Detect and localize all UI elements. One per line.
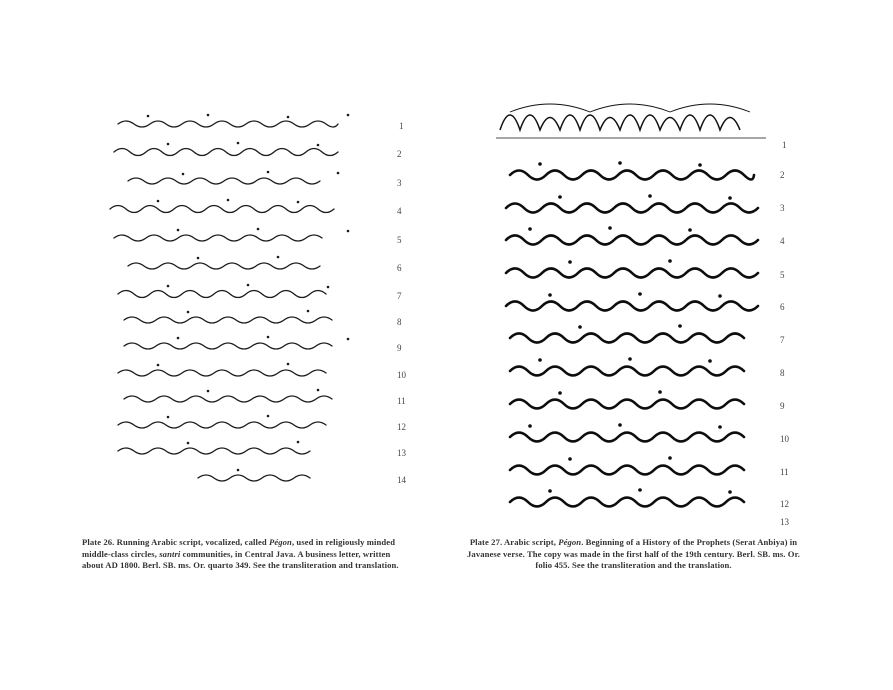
line-number: 12 (780, 499, 789, 509)
line-number: 8 (780, 368, 785, 378)
line-number: 7 (780, 335, 785, 345)
line-number: 9 (397, 343, 402, 353)
line-number: 10 (780, 434, 789, 444)
line-number: 13 (397, 448, 406, 458)
handwritten-script-image (88, 88, 418, 488)
line-number: 11 (780, 467, 789, 477)
line-number: 1 (399, 121, 404, 131)
line-number: 3 (397, 178, 402, 188)
manuscript-plate-27 (470, 90, 800, 530)
line-number: 7 (397, 291, 402, 301)
caption-text: communities, in Central Java. A business letter, written about AD 1800. Berl. SB. ms. Or. quarto 349. See the transliteration and translation. (82, 548, 399, 570)
calligraphy-script-image (470, 90, 800, 530)
basmala-header-ornament (496, 104, 766, 138)
caption-term-santri: santri (159, 548, 181, 559)
line-number: 1 (782, 140, 787, 150)
caption-text: , used in religiously minded middle-class circles, (82, 537, 396, 559)
line-number: 10 (397, 370, 406, 380)
line-number: 5 (780, 270, 785, 280)
line-number: 3 (780, 203, 785, 213)
caption-text: Plate 27. Arabic script, (469, 537, 559, 547)
plate-26-caption (82, 537, 412, 572)
line-number: 14 (397, 475, 406, 485)
caption-term-pegon: Pégon (269, 537, 292, 547)
line-number: 12 (397, 422, 406, 432)
caption-text: . Beginning of a History of the Prophets (Serat Anbiya) in Javanese verse. The copy was made in the first half of the 19th century. Berl. SB. ms. Or. folio 455. See the transliteration and the translation. (467, 537, 800, 570)
line-number: 8 (397, 317, 402, 327)
manuscript-plate-26 (88, 88, 418, 488)
line-number: 9 (780, 401, 785, 411)
line-number: 6 (780, 302, 785, 312)
line-number: 5 (397, 235, 402, 245)
line-number: 2 (780, 170, 785, 180)
line-number: 2 (397, 149, 402, 159)
line-number: 6 (397, 263, 402, 273)
line-number: 4 (397, 206, 402, 216)
plate-27-caption (466, 537, 801, 572)
line-number: 13 (780, 517, 789, 527)
line-number: 4 (780, 236, 785, 246)
caption-term-pegon: Pégon (558, 537, 582, 547)
line-number: 11 (397, 396, 406, 406)
caption-text: Plate 26. Running Arabic script, vocalized, called (82, 537, 269, 547)
